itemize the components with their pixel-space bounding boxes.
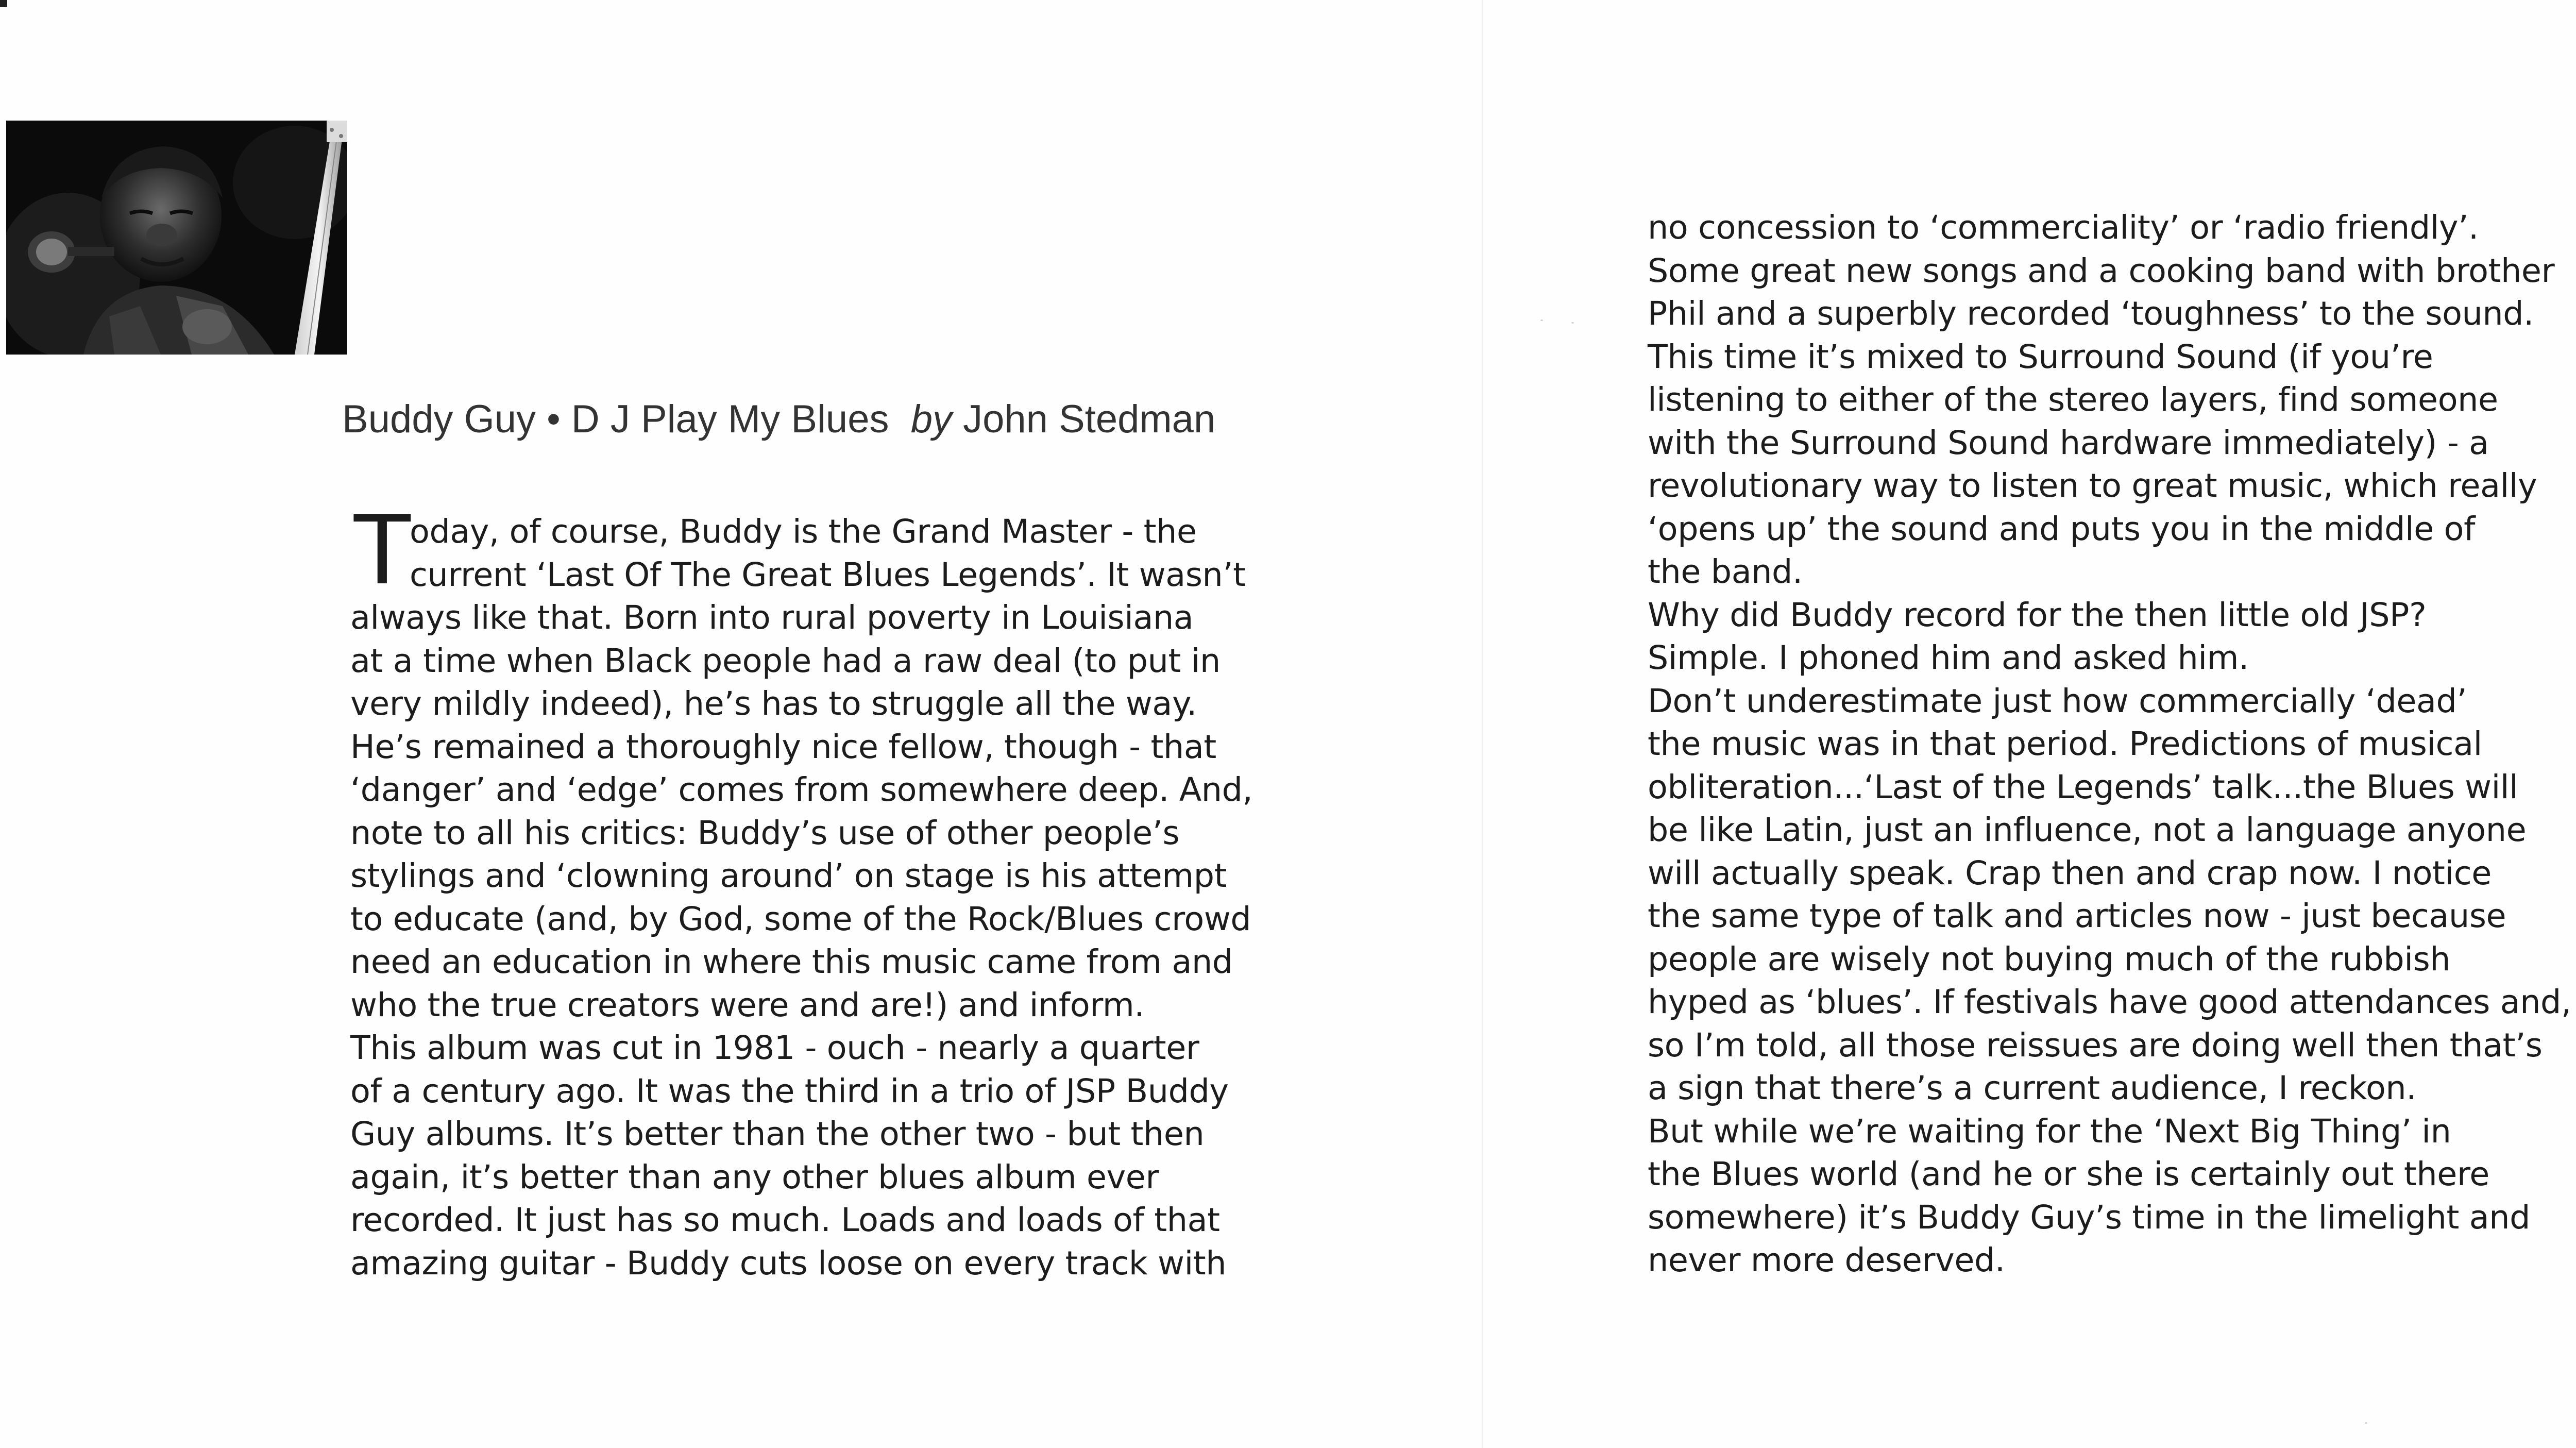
text-line: Phil and a superbly recorded ‘toughness’ to the sound. (1648, 294, 2534, 332)
heading-author: John Stedman (963, 397, 1216, 441)
text-line: This album was cut in 1981 - ouch - nearly a quarter (350, 1029, 1199, 1067)
text-line: hyped as ‘blues’. If festivals have good attendances and, (1648, 983, 2571, 1021)
text-line: recorded. It just has so much. Loads and loads of that (350, 1201, 1220, 1239)
text-line: Some great new songs and a cooking band with brother (1648, 251, 2555, 290)
text-line: at a time when Black people had a raw deal (to put in (350, 641, 1221, 680)
text-line: current ‘Last Of The Great Blues Legends’. It wasn’t (410, 555, 1246, 594)
scan-speck (2365, 1422, 2367, 1424)
text-line: oday, of course, Buddy is the Grand Master - the (410, 512, 1197, 550)
scan-corner-mark (0, 0, 7, 7)
scan-speck (1540, 319, 1543, 321)
heading-by: by (910, 397, 952, 441)
text-line: never more deserved. (1648, 1241, 2005, 1279)
text-line: ‘danger’ and ‘edge’ comes from somewhere deep. And, (350, 770, 1253, 809)
text-line: amazing guitar - Buddy cuts loose on every track with (350, 1243, 1227, 1282)
text-line: Why did Buddy record for the then little old JSP? (1648, 595, 2427, 634)
scan-speck (1571, 322, 1574, 324)
right-text-column (1648, 206, 2576, 1282)
text-line: people are wisely not buying much of the rubbish (1648, 939, 2451, 978)
text-line: stylings and ‘clowning around’ on stage is his attempt (350, 856, 1227, 895)
drop-cap: T (351, 492, 413, 605)
artist-photo (6, 121, 347, 355)
text-line: But while we’re waiting for the ‘Next Big Thing’ in (1648, 1112, 2451, 1150)
text-line: to educate (and, by God, some of the Rock/Blues crowd (350, 899, 1251, 938)
text-line: revolutionary way to listen to great music, which really (1648, 466, 2537, 504)
text-line: who the true creators were and are!) and inform. (350, 985, 1145, 1024)
text-line: note to all his critics: Buddy’s use of other people’s (350, 813, 1180, 852)
text-line: so I’m told, all those reissues are doing well then that’s (1648, 1025, 2543, 1064)
text-line: with the Surround Sound hardware immediately) - a (1648, 423, 2489, 462)
text-line: the same type of talk and articles now - just because (1648, 897, 2506, 935)
text-line: somewhere) it’s Buddy Guy’s time in the limelight and (1648, 1198, 2531, 1236)
text-line: obliteration...‘Last of the Legends’ talk...the Blues will (1648, 767, 2518, 806)
heading-album-title: D J Play My Blues (571, 397, 889, 441)
text-line: no concession to ‘commerciality’ or ‘radio friendly’. (1648, 208, 2479, 246)
text-line: ‘opens up’ the sound and puts you in the middle of (1648, 509, 2476, 548)
text-line: be like Latin, just an influence, not a language anyone (1648, 811, 2527, 849)
text-line: will actually speak. Crap then and crap now. I notice (1648, 853, 2492, 892)
text-line: again, it’s better than any other blues album ever (350, 1157, 1159, 1196)
text-line: very mildly indeed), he’s has to struggle all the way. (350, 684, 1197, 722)
left-text-column (350, 492, 1350, 1285)
liner-notes-heading (342, 397, 1424, 442)
heading-bullet-separator: • (547, 397, 561, 441)
text-line: the music was in that period. Predictions of musical (1648, 725, 2482, 763)
artist-photo-image (6, 121, 347, 355)
page-fold (1482, 0, 1483, 1448)
text-line: the Blues world (and he or she is certainly out there (1648, 1155, 2489, 1193)
text-line: of a century ago. It was the third in a trio of JSP Buddy (350, 1071, 1229, 1110)
text-line: Guy albums. It’s better than the other two - but then (350, 1115, 1205, 1153)
text-line: Don’t underestimate just how commercially ‘dead’ (1648, 681, 2467, 720)
text-line: need an education in where this music came from and (350, 942, 1233, 981)
text-line: He’s remained a thoroughly nice fellow, though - that (350, 727, 1216, 766)
text-line: the band. (1648, 552, 1803, 591)
text-line: listening to either of the stereo layers, find someone (1648, 380, 2498, 418)
heading-artist: Buddy Guy (342, 397, 536, 441)
text-line: This time it’s mixed to Surround Sound (if you’re (1648, 337, 2433, 376)
text-line: a sign that there’s a current audience, I reckon. (1648, 1069, 2417, 1107)
text-line: always like that. Born into rural poverty in Louisiana (350, 598, 1194, 636)
text-line: Simple. I phoned him and asked him. (1648, 638, 2249, 677)
